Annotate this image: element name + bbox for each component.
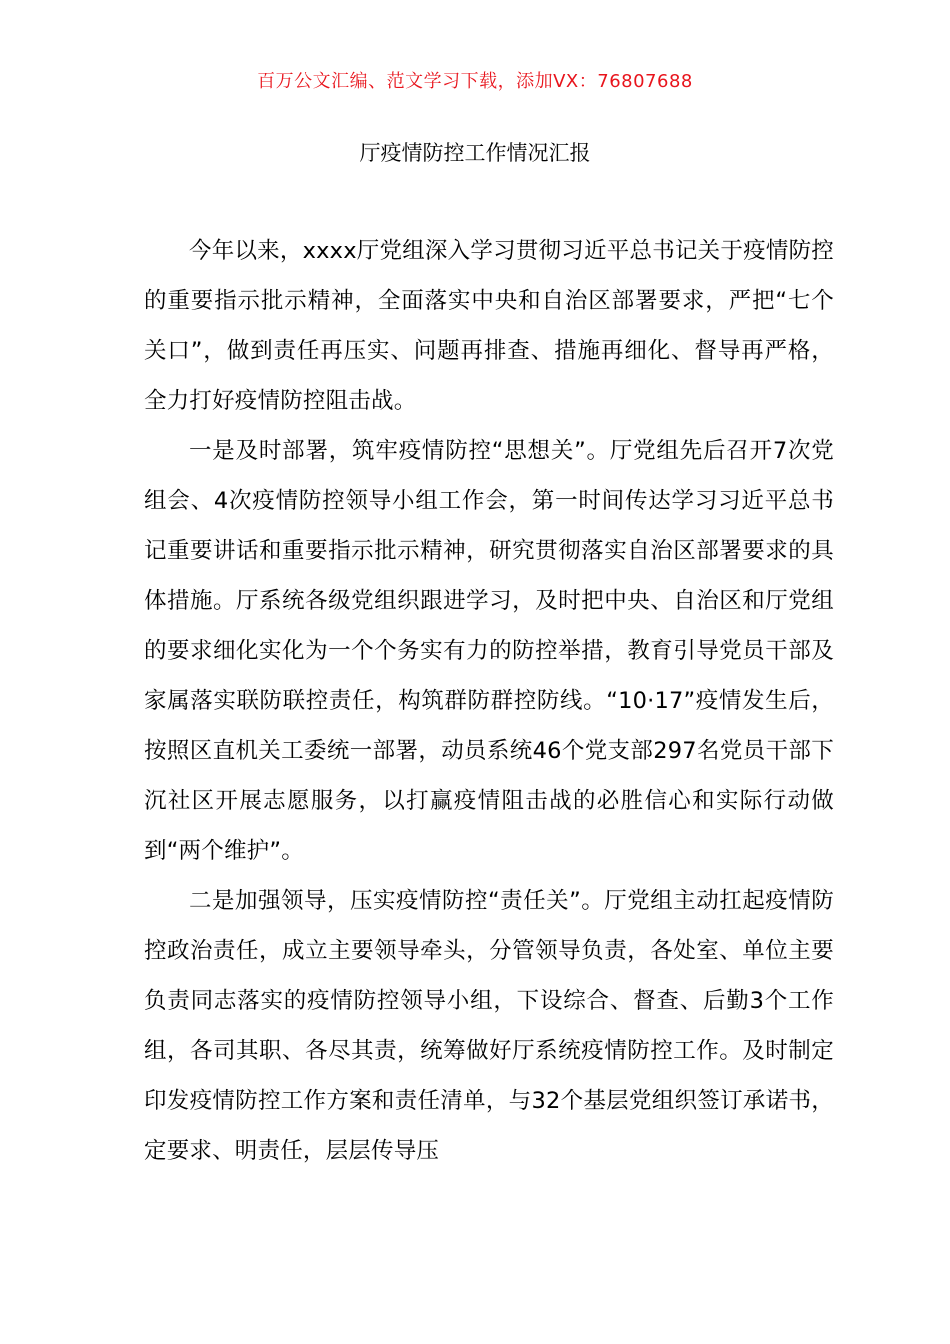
paragraph-intro: 今年以来，xxxx厅党组深入学习贯彻习近平总书记关于疫情防控的重要指示批示精神，全面落实中央和自治区部署要求，严把“七个关口”，做到责任再压实、问题再排查、措施再细化、督导再严格，全力打好疫情防控阻击战。 [144, 238, 834, 414]
paragraph-deployment: 一是及时部署，筑牢疫情防控“思想关”。厅党组先后召开7次党组会、4次疫情防控领导小组工作会，第一时间传达学习习近平总书记重要讲话和重要指示批示精神，研究贯彻落实自治区部署要求的具体措施。厅系统各级党组织跟进学习，及时把中央、自治区和厅党组的要求细化实化为一个个务实有力的防控举措，教育引导党员干部及家属落实联防联控责任，构筑群防群控防线。“10·17”疫情发生后，按照区直机关工委统一部署，动员系统46个党支部297名党员干部下沉社区开展志愿服务，以打赢疫情阻击战的必胜信心和实际行动做到“两个维护”。 [144, 438, 834, 864]
paragraph-leadership: 二是加强领导，压实疫情防控“责任关”。厅党组主动扛起疫情防控政治责任，成立主要领导牵头，分管领导负责，各处室、单位主要负责同志落实的疫情防控领导小组，下设综合、督查、后勤3个工作组，各司其职、各尽其责，统筹做好厅系统疫情防控工作。及时制定印发疫情防控工作方案和责任清单，与32个基层党组织签订承诺书，定要求、明责任，层层传导压 [144, 888, 834, 1164]
document-body [144, 226, 834, 1176]
document-title: 厅疫情防控工作情况汇报 [359, 141, 591, 165]
promo-banner: 百万公文汇编、范文学习下载，添加VX：76807688 [257, 71, 693, 92]
